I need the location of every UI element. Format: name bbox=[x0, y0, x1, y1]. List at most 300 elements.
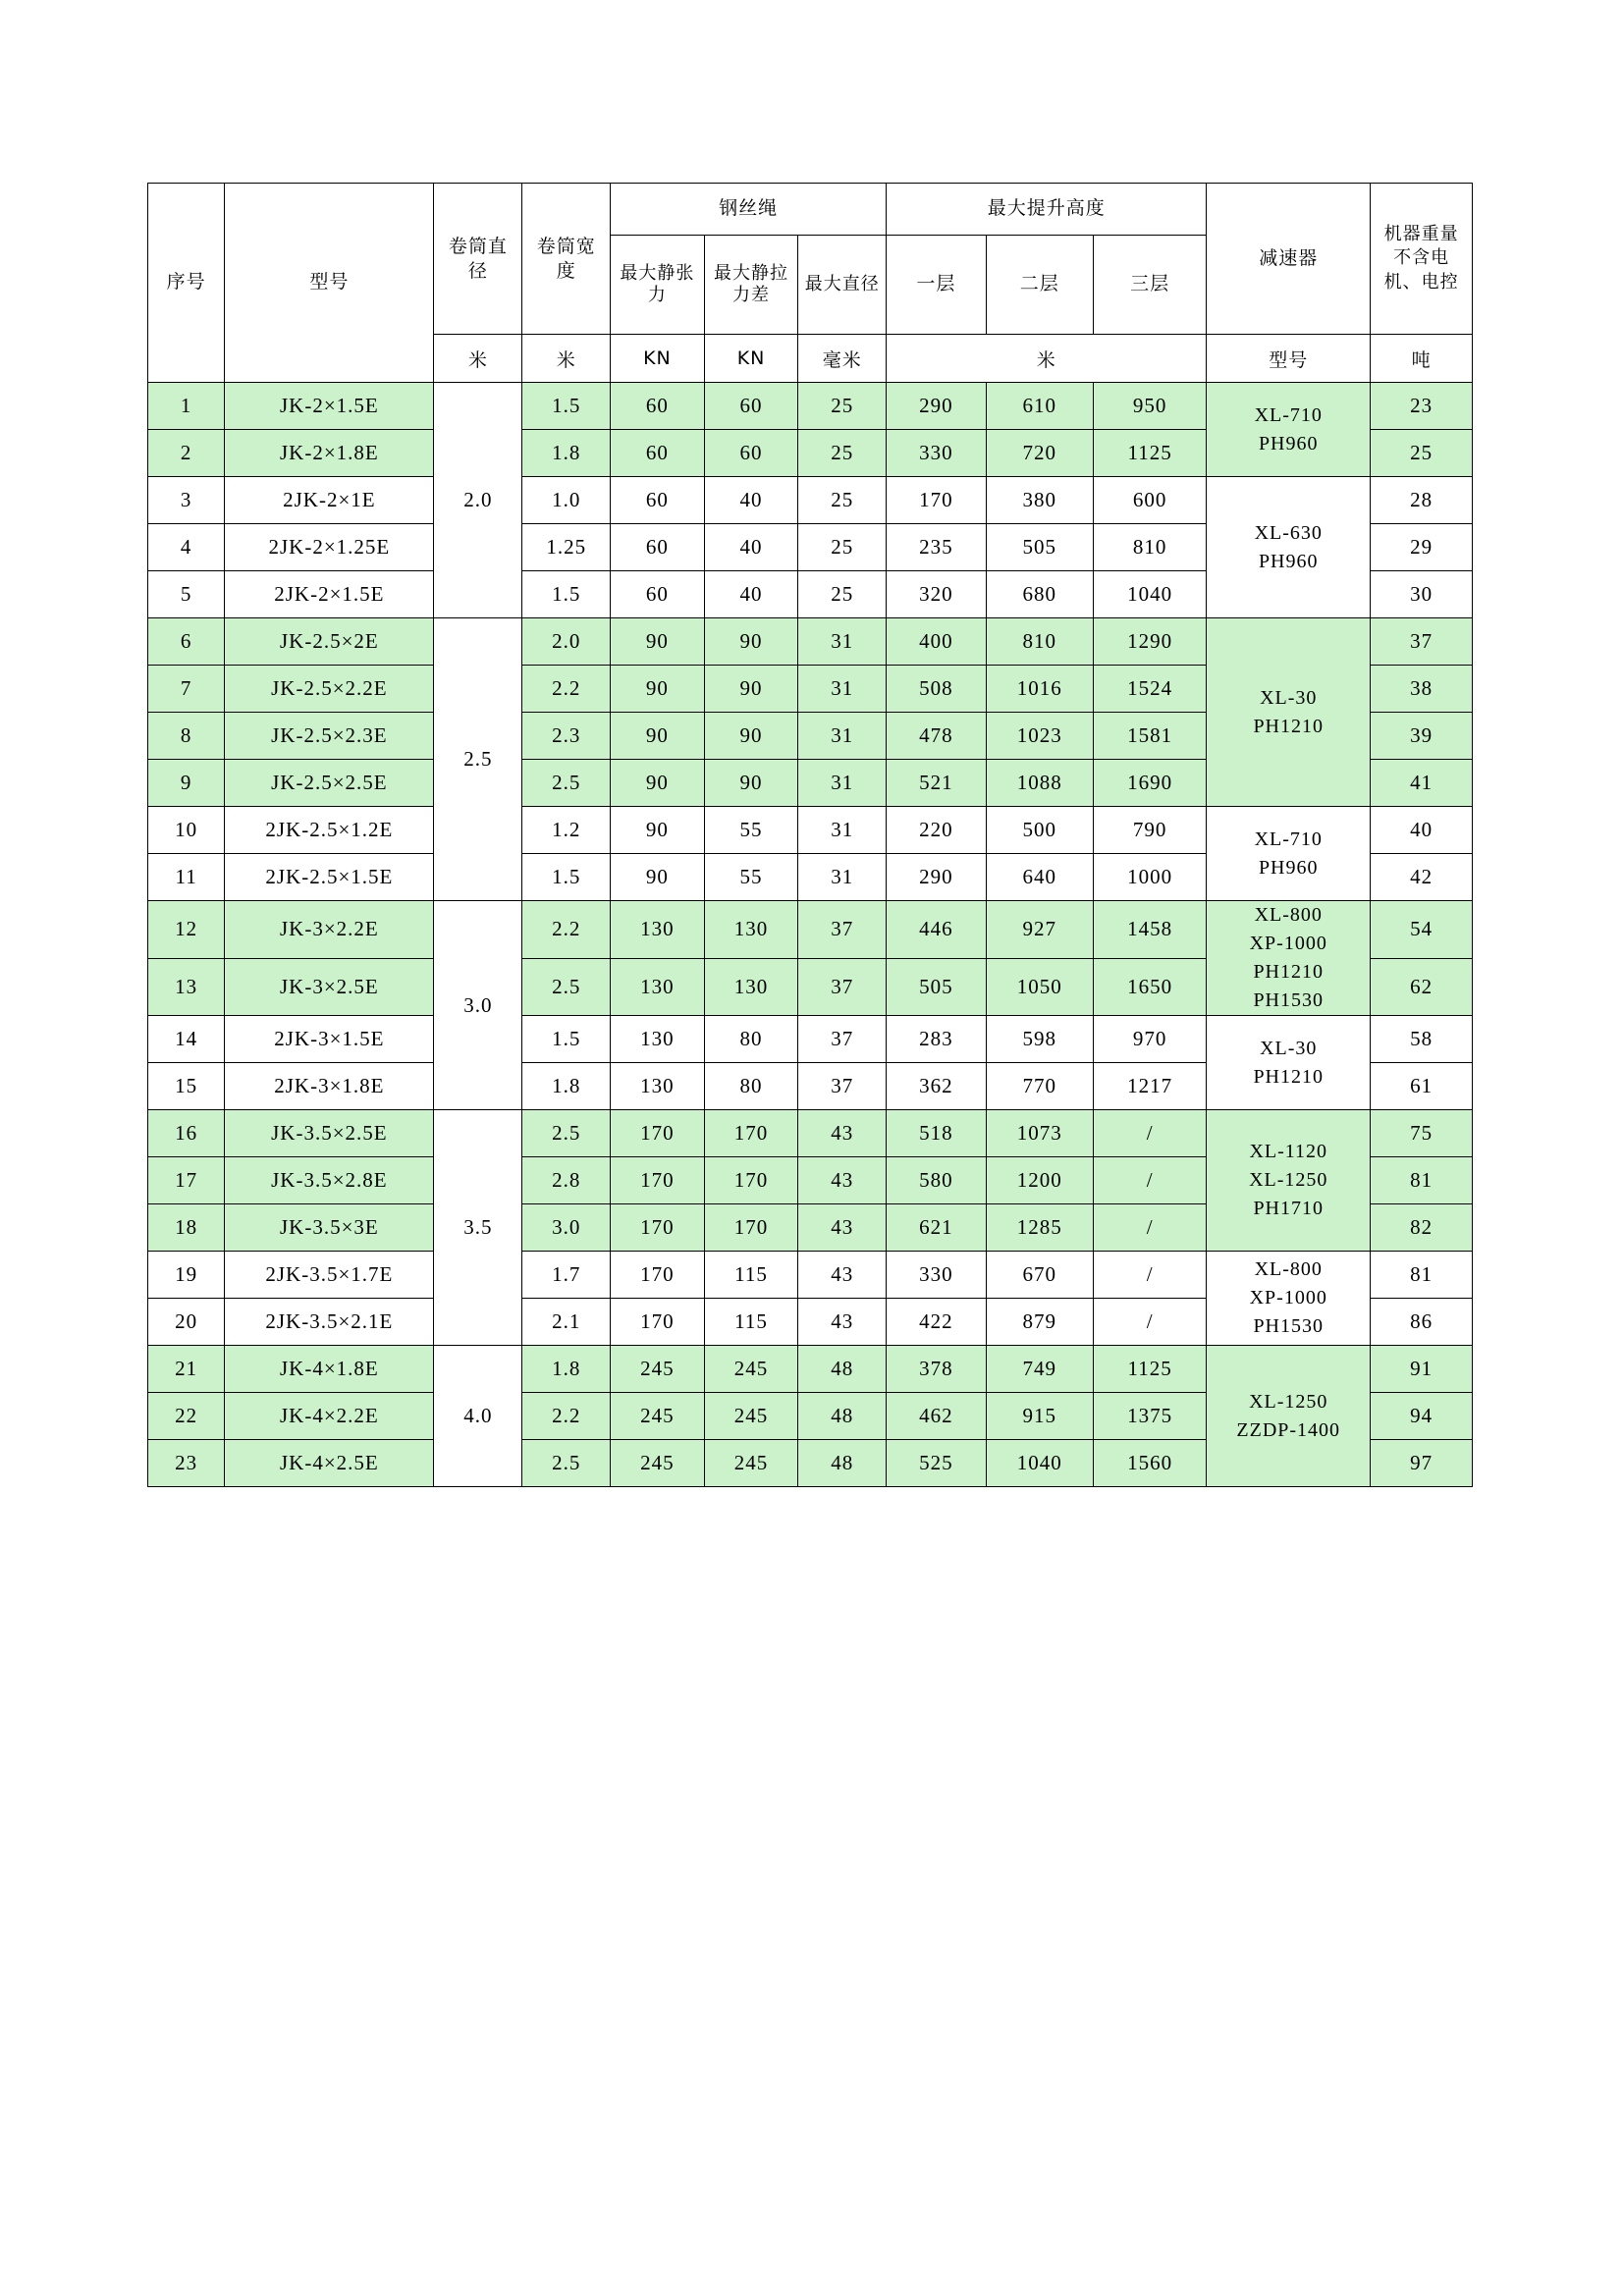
cell-model: 2JK-2.5×1.2E bbox=[225, 807, 434, 854]
cell-lift-layer1: 505 bbox=[887, 958, 986, 1016]
cell-lift-layer3: 1581 bbox=[1094, 713, 1207, 760]
cell-max-static-tension-diff: 245 bbox=[704, 1346, 798, 1393]
reducer-model-line: PH960 bbox=[1258, 856, 1319, 879]
cell-max-static-tension: 90 bbox=[611, 807, 705, 854]
cell-lift-layer1: 400 bbox=[887, 618, 986, 666]
cell-lift-layer3: 810 bbox=[1094, 524, 1207, 571]
table-row bbox=[148, 1016, 1473, 1063]
cell-lift-layer2: 1040 bbox=[986, 1440, 1093, 1487]
cell-lift-layer1: 283 bbox=[887, 1016, 986, 1063]
cell-max-static-tension: 60 bbox=[611, 477, 705, 524]
cell-machine-weight: 54 bbox=[1371, 901, 1473, 959]
cell-drum-width: 2.8 bbox=[522, 1157, 611, 1204]
cell-lift-layer2: 879 bbox=[986, 1299, 1093, 1346]
cell-max-rope-diameter: 43 bbox=[798, 1299, 887, 1346]
cell-max-rope-diameter: 25 bbox=[798, 571, 887, 618]
cell-lift-layer3: 1125 bbox=[1094, 1346, 1207, 1393]
cell-lift-layer2: 1050 bbox=[986, 958, 1093, 1016]
reducer-model-line: XL-800 bbox=[1254, 1258, 1323, 1280]
unit-drum-width: 米 bbox=[522, 335, 611, 383]
cell-drum-width: 1.5 bbox=[522, 383, 611, 430]
cell-model: 2JK-3.5×2.1E bbox=[225, 1299, 434, 1346]
cell-max-rope-diameter: 43 bbox=[798, 1110, 887, 1157]
cell-model: JK-4×1.8E bbox=[225, 1346, 434, 1393]
reducer-model-line: PH960 bbox=[1258, 550, 1319, 572]
cell-lift-layer3: 1458 bbox=[1094, 901, 1207, 959]
cell-lift-layer1: 362 bbox=[887, 1063, 986, 1110]
cell-max-rope-diameter: 43 bbox=[798, 1204, 887, 1252]
unit-reducer: 型号 bbox=[1207, 335, 1371, 383]
cell-max-rope-diameter: 37 bbox=[798, 958, 887, 1016]
cell-drum-width: 1.8 bbox=[522, 1063, 611, 1110]
header-machine-weight: 机器重量 不含电机、电控 bbox=[1371, 184, 1473, 335]
cell-lift-layer3: 1690 bbox=[1094, 760, 1207, 807]
header-drum-diameter bbox=[434, 184, 522, 335]
cell-lift-layer1: 521 bbox=[887, 760, 986, 807]
cell-lift-layer2: 380 bbox=[986, 477, 1093, 524]
cell-lift-layer1: 330 bbox=[887, 1252, 986, 1299]
cell-lift-layer3: / bbox=[1094, 1157, 1207, 1204]
table-row bbox=[148, 1110, 1473, 1157]
cell-lift-layer2: 915 bbox=[986, 1393, 1093, 1440]
cell-machine-weight: 29 bbox=[1371, 524, 1473, 571]
cell-reducer bbox=[1207, 477, 1371, 618]
cell-drum-diameter: 3.0 bbox=[434, 901, 522, 1110]
cell-max-rope-diameter: 31 bbox=[798, 807, 887, 854]
cell-lift-layer3: / bbox=[1094, 1299, 1207, 1346]
table-row bbox=[148, 1346, 1473, 1393]
cell-lift-layer2: 598 bbox=[986, 1016, 1093, 1063]
reducer-model-line: XL-710 bbox=[1254, 828, 1323, 850]
cell-model: JK-2.5×2E bbox=[225, 618, 434, 666]
cell-max-static-tension: 60 bbox=[611, 524, 705, 571]
cell-max-rope-diameter: 43 bbox=[798, 1157, 887, 1204]
header-reducer: 减速器 bbox=[1207, 184, 1371, 335]
cell-seq: 8 bbox=[148, 713, 225, 760]
cell-model: 2JK-2×1.25E bbox=[225, 524, 434, 571]
cell-seq: 15 bbox=[148, 1063, 225, 1110]
cell-lift-layer3: 600 bbox=[1094, 477, 1207, 524]
unit-drum-diameter: 米 bbox=[434, 335, 522, 383]
cell-model: JK-4×2.5E bbox=[225, 1440, 434, 1487]
header-model: 型号 bbox=[225, 184, 434, 383]
winch-specification-table bbox=[147, 183, 1473, 1487]
header-wire-rope: 钢丝绳 bbox=[611, 184, 887, 236]
reducer-model-line: ZZDP-1400 bbox=[1236, 1418, 1341, 1441]
cell-model: JK-2.5×2.3E bbox=[225, 713, 434, 760]
cell-drum-width: 2.3 bbox=[522, 713, 611, 760]
spec-table-container bbox=[147, 183, 1473, 1487]
cell-seq: 1 bbox=[148, 383, 225, 430]
cell-seq: 2 bbox=[148, 430, 225, 477]
cell-lift-layer2: 1285 bbox=[986, 1204, 1093, 1252]
cell-lift-layer1: 525 bbox=[887, 1440, 986, 1487]
cell-max-static-tension-diff: 245 bbox=[704, 1393, 798, 1440]
cell-seq: 4 bbox=[148, 524, 225, 571]
cell-model: JK-3×2.5E bbox=[225, 958, 434, 1016]
cell-max-rope-diameter: 31 bbox=[798, 713, 887, 760]
cell-reducer bbox=[1207, 618, 1371, 807]
header-layer3: 三层 bbox=[1094, 236, 1207, 335]
cell-max-static-tension-diff: 40 bbox=[704, 571, 798, 618]
cell-drum-width: 2.5 bbox=[522, 1440, 611, 1487]
cell-model: JK-2×1.5E bbox=[225, 383, 434, 430]
cell-lift-layer3: 1375 bbox=[1094, 1393, 1207, 1440]
cell-max-static-tension-diff: 80 bbox=[704, 1016, 798, 1063]
cell-lift-layer1: 290 bbox=[887, 854, 986, 901]
cell-lift-layer2: 927 bbox=[986, 901, 1093, 959]
cell-lift-layer2: 1200 bbox=[986, 1157, 1093, 1204]
header-max-lift-height: 最大提升高度 bbox=[887, 184, 1207, 236]
reducer-model-line: XL-1250 bbox=[1249, 1169, 1328, 1191]
cell-max-static-tension: 90 bbox=[611, 618, 705, 666]
cell-max-static-tension-diff: 80 bbox=[704, 1063, 798, 1110]
unit-tension: KN bbox=[611, 335, 705, 383]
cell-lift-layer2: 1016 bbox=[986, 666, 1093, 713]
cell-max-rope-diameter: 31 bbox=[798, 618, 887, 666]
cell-max-static-tension-diff: 90 bbox=[704, 760, 798, 807]
cell-model: 2JK-2×1.5E bbox=[225, 571, 434, 618]
cell-lift-layer3: 1217 bbox=[1094, 1063, 1207, 1110]
cell-model: JK-2×1.8E bbox=[225, 430, 434, 477]
cell-seq: 20 bbox=[148, 1299, 225, 1346]
cell-max-static-tension: 60 bbox=[611, 430, 705, 477]
cell-max-static-tension: 130 bbox=[611, 901, 705, 959]
cell-lift-layer1: 478 bbox=[887, 713, 986, 760]
cell-max-static-tension: 170 bbox=[611, 1110, 705, 1157]
table-row bbox=[148, 618, 1473, 666]
cell-max-static-tension: 130 bbox=[611, 958, 705, 1016]
cell-machine-weight: 81 bbox=[1371, 1157, 1473, 1204]
cell-model: 2JK-2.5×1.5E bbox=[225, 854, 434, 901]
cell-model: JK-3×2.2E bbox=[225, 901, 434, 959]
cell-lift-layer2: 610 bbox=[986, 383, 1093, 430]
reducer-model-line: XL-30 bbox=[1260, 1037, 1318, 1059]
cell-lift-layer3: 790 bbox=[1094, 807, 1207, 854]
cell-machine-weight: 39 bbox=[1371, 713, 1473, 760]
cell-max-rope-diameter: 48 bbox=[798, 1393, 887, 1440]
cell-drum-width: 2.0 bbox=[522, 618, 611, 666]
cell-max-static-tension: 245 bbox=[611, 1393, 705, 1440]
cell-max-rope-diameter: 37 bbox=[798, 1063, 887, 1110]
cell-machine-weight: 30 bbox=[1371, 571, 1473, 618]
cell-model: 2JK-3.5×1.7E bbox=[225, 1252, 434, 1299]
cell-lift-layer1: 378 bbox=[887, 1346, 986, 1393]
cell-max-static-tension: 60 bbox=[611, 383, 705, 430]
cell-max-static-tension-diff: 115 bbox=[704, 1252, 798, 1299]
cell-lift-layer3: / bbox=[1094, 1204, 1207, 1252]
cell-seq: 3 bbox=[148, 477, 225, 524]
cell-drum-width: 2.2 bbox=[522, 1393, 611, 1440]
cell-drum-width: 1.5 bbox=[522, 571, 611, 618]
cell-seq: 6 bbox=[148, 618, 225, 666]
cell-lift-layer2: 680 bbox=[986, 571, 1093, 618]
reducer-model-line: XL-800 bbox=[1254, 904, 1323, 926]
cell-seq: 10 bbox=[148, 807, 225, 854]
cell-model: 2JK-3×1.5E bbox=[225, 1016, 434, 1063]
cell-lift-layer3: 950 bbox=[1094, 383, 1207, 430]
cell-seq: 22 bbox=[148, 1393, 225, 1440]
cell-max-static-tension: 170 bbox=[611, 1252, 705, 1299]
cell-drum-width: 2.2 bbox=[522, 901, 611, 959]
cell-machine-weight: 62 bbox=[1371, 958, 1473, 1016]
cell-seq: 19 bbox=[148, 1252, 225, 1299]
cell-lift-layer1: 320 bbox=[887, 571, 986, 618]
cell-model: 2JK-3×1.8E bbox=[225, 1063, 434, 1110]
cell-max-static-tension: 245 bbox=[611, 1440, 705, 1487]
cell-max-rope-diameter: 37 bbox=[798, 901, 887, 959]
header-max-diameter-text: 最大直径 bbox=[804, 273, 880, 294]
header-drum-width-text: 卷筒宽度 bbox=[536, 235, 596, 282]
cell-max-rope-diameter: 43 bbox=[798, 1252, 887, 1299]
cell-machine-weight: 75 bbox=[1371, 1110, 1473, 1157]
cell-max-static-tension-diff: 60 bbox=[704, 430, 798, 477]
cell-max-static-tension-diff: 170 bbox=[704, 1157, 798, 1204]
cell-seq: 9 bbox=[148, 760, 225, 807]
cell-lift-layer3: / bbox=[1094, 1110, 1207, 1157]
cell-seq: 7 bbox=[148, 666, 225, 713]
cell-lift-layer2: 505 bbox=[986, 524, 1093, 571]
cell-max-static-tension: 90 bbox=[611, 854, 705, 901]
cell-model: JK-4×2.2E bbox=[225, 1393, 434, 1440]
reducer-model-line: XP-1000 bbox=[1249, 933, 1327, 954]
cell-seq: 13 bbox=[148, 958, 225, 1016]
cell-lift-layer1: 220 bbox=[887, 807, 986, 854]
cell-max-static-tension: 130 bbox=[611, 1016, 705, 1063]
cell-lift-layer1: 446 bbox=[887, 901, 986, 959]
header-layer1: 一层 bbox=[887, 236, 986, 335]
table-row bbox=[148, 383, 1473, 430]
cell-max-rope-diameter: 48 bbox=[798, 1346, 887, 1393]
cell-drum-width: 1.2 bbox=[522, 807, 611, 854]
cell-drum-width: 2.2 bbox=[522, 666, 611, 713]
cell-lift-layer2: 720 bbox=[986, 430, 1093, 477]
cell-model: JK-3.5×3E bbox=[225, 1204, 434, 1252]
reducer-model-line: PH1530 bbox=[1253, 1315, 1325, 1337]
cell-model: 2JK-2×1E bbox=[225, 477, 434, 524]
cell-seq: 21 bbox=[148, 1346, 225, 1393]
cell-max-static-tension-diff: 55 bbox=[704, 807, 798, 854]
cell-reducer bbox=[1207, 901, 1371, 1016]
reducer-model-line: XP-1000 bbox=[1249, 1287, 1327, 1308]
cell-machine-weight: 91 bbox=[1371, 1346, 1473, 1393]
cell-drum-width: 1.8 bbox=[522, 1346, 611, 1393]
cell-machine-weight: 97 bbox=[1371, 1440, 1473, 1487]
cell-lift-layer1: 508 bbox=[887, 666, 986, 713]
reducer-model-line: XL-710 bbox=[1254, 403, 1323, 426]
cell-lift-layer3: 1290 bbox=[1094, 618, 1207, 666]
cell-max-static-tension-diff: 40 bbox=[704, 477, 798, 524]
reducer-model-line: XL-630 bbox=[1254, 521, 1323, 544]
cell-model: JK-2.5×2.2E bbox=[225, 666, 434, 713]
header-drum-width bbox=[522, 184, 611, 335]
header-seq: 序号 bbox=[148, 184, 225, 383]
cell-max-static-tension-diff: 90 bbox=[704, 618, 798, 666]
header-max-static-tension-text: 最大静张力 bbox=[620, 262, 695, 305]
cell-machine-weight: 23 bbox=[1371, 383, 1473, 430]
cell-machine-weight: 94 bbox=[1371, 1393, 1473, 1440]
cell-lift-layer3: 1650 bbox=[1094, 958, 1207, 1016]
cell-lift-layer1: 330 bbox=[887, 430, 986, 477]
cell-drum-width: 1.5 bbox=[522, 1016, 611, 1063]
table-row bbox=[148, 1252, 1473, 1299]
cell-lift-layer2: 670 bbox=[986, 1252, 1093, 1299]
cell-drum-diameter: 4.0 bbox=[434, 1346, 522, 1487]
reducer-model-line: PH1710 bbox=[1253, 1198, 1325, 1219]
table-body bbox=[148, 383, 1473, 1487]
cell-max-rope-diameter: 31 bbox=[798, 666, 887, 713]
cell-reducer bbox=[1207, 383, 1371, 477]
cell-lift-layer3: 970 bbox=[1094, 1016, 1207, 1063]
header-max-static-tension-diff bbox=[704, 236, 798, 335]
cell-drum-width: 2.5 bbox=[522, 760, 611, 807]
header-max-static-tension bbox=[611, 236, 705, 335]
cell-machine-weight: 41 bbox=[1371, 760, 1473, 807]
reducer-model-line: PH1530 bbox=[1253, 989, 1325, 1011]
cell-max-rope-diameter: 25 bbox=[798, 477, 887, 524]
cell-seq: 14 bbox=[148, 1016, 225, 1063]
cell-max-static-tension-diff: 90 bbox=[704, 713, 798, 760]
cell-model: JK-2.5×2.5E bbox=[225, 760, 434, 807]
cell-max-rope-diameter: 31 bbox=[798, 760, 887, 807]
cell-seq: 16 bbox=[148, 1110, 225, 1157]
cell-machine-weight: 61 bbox=[1371, 1063, 1473, 1110]
unit-lift: 米 bbox=[887, 335, 1207, 383]
cell-max-static-tension: 130 bbox=[611, 1063, 705, 1110]
table-row bbox=[148, 901, 1473, 959]
unit-tension-diff: KN bbox=[704, 335, 798, 383]
cell-max-static-tension-diff: 115 bbox=[704, 1299, 798, 1346]
table-header bbox=[148, 184, 1473, 383]
cell-lift-layer1: 170 bbox=[887, 477, 986, 524]
cell-drum-diameter: 2.5 bbox=[434, 618, 522, 901]
cell-model: JK-3.5×2.5E bbox=[225, 1110, 434, 1157]
cell-seq: 11 bbox=[148, 854, 225, 901]
reducer-model-line: XL-1250 bbox=[1249, 1390, 1328, 1413]
cell-drum-width: 1.8 bbox=[522, 430, 611, 477]
cell-seq: 5 bbox=[148, 571, 225, 618]
cell-lift-layer3: 1524 bbox=[1094, 666, 1207, 713]
cell-seq: 23 bbox=[148, 1440, 225, 1487]
cell-machine-weight: 25 bbox=[1371, 430, 1473, 477]
cell-lift-layer3: 1000 bbox=[1094, 854, 1207, 901]
header-drum-diameter-text: 卷筒直径 bbox=[448, 235, 508, 282]
header-layer2: 二层 bbox=[986, 236, 1093, 335]
cell-lift-layer1: 462 bbox=[887, 1393, 986, 1440]
reducer-model-line: PH1210 bbox=[1253, 1065, 1325, 1088]
cell-lift-layer3: 1040 bbox=[1094, 571, 1207, 618]
cell-drum-width: 2.5 bbox=[522, 958, 611, 1016]
cell-max-static-tension: 245 bbox=[611, 1346, 705, 1393]
cell-max-static-tension-diff: 90 bbox=[704, 666, 798, 713]
reducer-model-line: XL-30 bbox=[1260, 686, 1318, 709]
cell-reducer bbox=[1207, 807, 1371, 901]
cell-max-static-tension-diff: 40 bbox=[704, 524, 798, 571]
cell-drum-width: 2.5 bbox=[522, 1110, 611, 1157]
cell-max-static-tension: 170 bbox=[611, 1204, 705, 1252]
cell-machine-weight: 40 bbox=[1371, 807, 1473, 854]
cell-max-static-tension: 90 bbox=[611, 713, 705, 760]
cell-lift-layer2: 770 bbox=[986, 1063, 1093, 1110]
cell-max-rope-diameter: 25 bbox=[798, 524, 887, 571]
header-max-diameter bbox=[798, 236, 887, 335]
cell-drum-width: 2.1 bbox=[522, 1299, 611, 1346]
cell-lift-layer2: 500 bbox=[986, 807, 1093, 854]
reducer-model-line: XL-1120 bbox=[1249, 1141, 1328, 1162]
cell-drum-width: 1.0 bbox=[522, 477, 611, 524]
cell-reducer bbox=[1207, 1016, 1371, 1110]
unit-diameter: 毫米 bbox=[798, 335, 887, 383]
cell-max-static-tension: 90 bbox=[611, 760, 705, 807]
cell-lift-layer2: 749 bbox=[986, 1346, 1093, 1393]
table-row bbox=[148, 477, 1473, 524]
cell-lift-layer3: / bbox=[1094, 1252, 1207, 1299]
reducer-model-line: PH1210 bbox=[1253, 715, 1325, 737]
cell-lift-layer1: 422 bbox=[887, 1299, 986, 1346]
cell-model: JK-3.5×2.8E bbox=[225, 1157, 434, 1204]
header-max-static-tension-diff-text: 最大静拉力差 bbox=[714, 262, 789, 305]
cell-reducer bbox=[1207, 1346, 1371, 1487]
cell-max-static-tension-diff: 60 bbox=[704, 383, 798, 430]
cell-machine-weight: 81 bbox=[1371, 1252, 1473, 1299]
cell-lift-layer2: 1073 bbox=[986, 1110, 1093, 1157]
cell-max-rope-diameter: 25 bbox=[798, 430, 887, 477]
cell-machine-weight: 58 bbox=[1371, 1016, 1473, 1063]
cell-drum-width: 1.25 bbox=[522, 524, 611, 571]
cell-max-static-tension: 90 bbox=[611, 666, 705, 713]
cell-lift-layer1: 290 bbox=[887, 383, 986, 430]
table-row bbox=[148, 807, 1473, 854]
cell-reducer bbox=[1207, 1110, 1371, 1252]
cell-drum-width: 1.7 bbox=[522, 1252, 611, 1299]
cell-drum-width: 1.5 bbox=[522, 854, 611, 901]
cell-max-static-tension-diff: 130 bbox=[704, 958, 798, 1016]
cell-machine-weight: 82 bbox=[1371, 1204, 1473, 1252]
cell-max-rope-diameter: 37 bbox=[798, 1016, 887, 1063]
cell-lift-layer1: 235 bbox=[887, 524, 986, 571]
cell-lift-layer3: 1125 bbox=[1094, 430, 1207, 477]
cell-max-static-tension: 170 bbox=[611, 1299, 705, 1346]
cell-max-static-tension: 60 bbox=[611, 571, 705, 618]
cell-seq: 12 bbox=[148, 901, 225, 959]
cell-lift-layer2: 1088 bbox=[986, 760, 1093, 807]
cell-drum-diameter: 3.5 bbox=[434, 1110, 522, 1346]
cell-max-rope-diameter: 31 bbox=[798, 854, 887, 901]
cell-lift-layer1: 621 bbox=[887, 1204, 986, 1252]
cell-seq: 17 bbox=[148, 1157, 225, 1204]
cell-lift-layer2: 810 bbox=[986, 618, 1093, 666]
cell-max-static-tension-diff: 170 bbox=[704, 1204, 798, 1252]
cell-max-static-tension-diff: 55 bbox=[704, 854, 798, 901]
header-row-1 bbox=[148, 184, 1473, 236]
unit-weight: 吨 bbox=[1371, 335, 1473, 383]
cell-lift-layer2: 640 bbox=[986, 854, 1093, 901]
cell-lift-layer1: 518 bbox=[887, 1110, 986, 1157]
cell-machine-weight: 42 bbox=[1371, 854, 1473, 901]
cell-machine-weight: 37 bbox=[1371, 618, 1473, 666]
cell-reducer bbox=[1207, 1252, 1371, 1346]
cell-drum-width: 3.0 bbox=[522, 1204, 611, 1252]
cell-max-rope-diameter: 25 bbox=[798, 383, 887, 430]
cell-lift-layer2: 1023 bbox=[986, 713, 1093, 760]
cell-machine-weight: 28 bbox=[1371, 477, 1473, 524]
reducer-model-line: PH960 bbox=[1258, 432, 1319, 454]
cell-lift-layer1: 580 bbox=[887, 1157, 986, 1204]
cell-machine-weight: 38 bbox=[1371, 666, 1473, 713]
cell-max-static-tension-diff: 170 bbox=[704, 1110, 798, 1157]
cell-machine-weight: 86 bbox=[1371, 1299, 1473, 1346]
cell-lift-layer3: 1560 bbox=[1094, 1440, 1207, 1487]
